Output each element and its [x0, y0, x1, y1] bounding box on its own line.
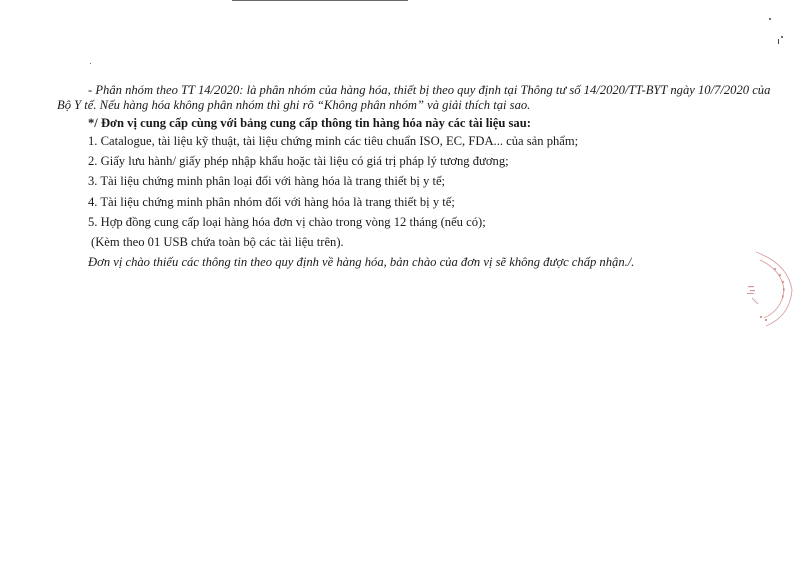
scan-speck	[90, 63, 91, 64]
list-item: 2. Giấy lưu hành/ giấy phép nhập khẩu hoặc tài liệu có giá trị pháp lý tương đương;	[88, 154, 509, 168]
scan-speck	[778, 39, 779, 44]
list-item: 4. Tài liệu chứng minh phân nhóm đối với hàng hóa là trang thiết bị y tế;	[88, 195, 455, 209]
scan-speck	[781, 36, 783, 38]
attachment-note: (Kèm theo 01 USB chứa toàn bộ các tài liệu trên).	[91, 235, 344, 249]
list-item: 5. Hợp đồng cung cấp loại hàng hóa đơn vị chào trong vòng 12 tháng (nếu có);	[88, 215, 486, 229]
list-item: 1. Catalogue, tài liệu kỹ thuật, tài liệu chứng minh các tiêu chuẩn ISO, EC, FDA... của sản phẩm;	[88, 134, 579, 148]
note-line-1: - Phân nhóm theo TT 14/2020: là phân nhóm của hàng hóa, thiết bị theo quy định tại Thông tư số 14/2020/TT-BYT ngày 10/7/2020 của	[88, 83, 771, 97]
list-item: 3. Tài liệu chứng minh phân loại đối với hàng hóa là trang thiết bị y tế;	[88, 174, 446, 188]
red-stamp-fragment	[738, 246, 796, 330]
note-line-2: Bộ Y tế. Nếu hàng hóa không phân nhóm thì ghi rõ “Không phân nhóm” và giải thích tại sao.	[57, 98, 531, 112]
scan-speck	[769, 18, 771, 20]
warning-note: Đơn vị chào thiếu các thông tin theo quy định về hàng hóa, bản chào của đơn vị sẽ không được chấp nhận./.	[88, 255, 635, 269]
documents-heading: */ Đơn vị cung cấp cùng với bảng cung cấp thông tin hàng hóa này các tài liệu sau:	[88, 116, 531, 130]
top-border-line	[232, 0, 408, 1]
